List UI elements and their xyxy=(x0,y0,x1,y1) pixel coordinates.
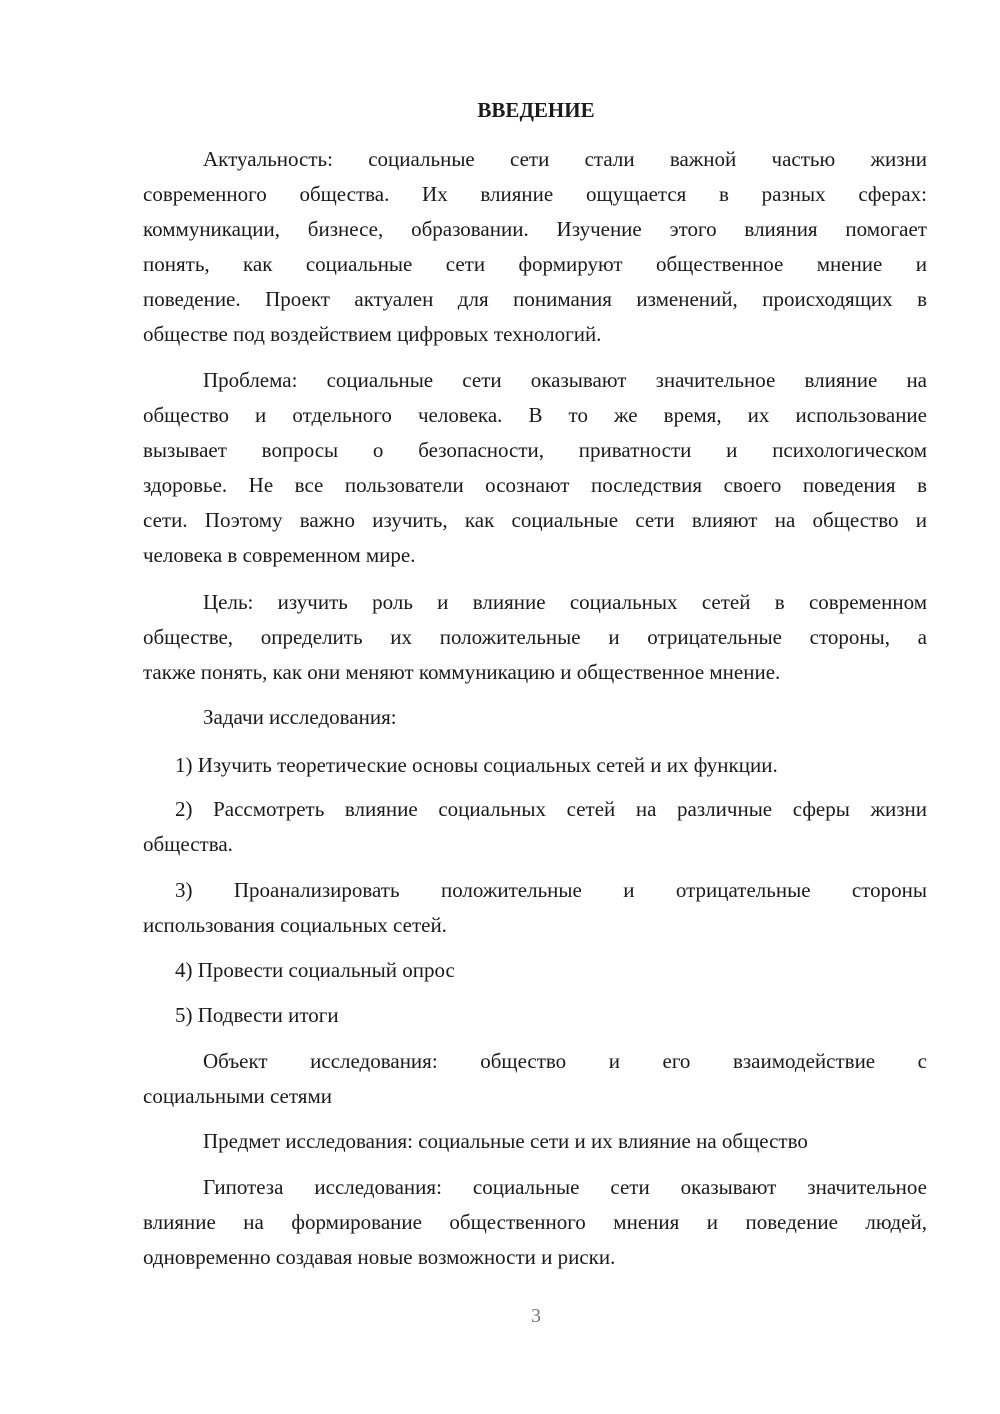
task-item-3 xyxy=(143,873,927,943)
text-line: обществе под воздействием цифровых технологий. xyxy=(143,322,602,346)
text-line: Цель: изучить роль и влияние социальных сетей в современном xyxy=(203,590,927,614)
text-line: 4) Провести социальный опрос xyxy=(175,958,455,982)
text-line: поведение. Проект актуален для понимания изменений, происходящих в xyxy=(143,287,927,311)
page-title: ВВЕДЕНИЕ xyxy=(477,98,595,122)
text-line: здоровье. Не все пользователи осознают последствия своего поведения в xyxy=(143,473,927,497)
text-line: вызывает вопросы о безопасности, приватности и психологическом xyxy=(143,438,927,462)
text-line: 5) Подвести итоги xyxy=(175,1003,339,1027)
task-item-2 xyxy=(143,792,927,862)
text-line: Задачи исследования: xyxy=(203,705,397,729)
text-line: 3) Проанализировать положительные и отрицательные стороны xyxy=(175,878,927,902)
text-line: социальными сетями xyxy=(143,1084,332,1108)
task-item-1 xyxy=(143,748,927,783)
text-line: Объект исследования: общество и его взаимодействие с xyxy=(203,1049,927,1073)
task-item-5 xyxy=(143,998,927,1033)
text-line: Актуальность: социальные сети стали важной частью жизни xyxy=(203,147,927,171)
paragraph-goal xyxy=(143,585,927,690)
text-line: 1) Изучить теоретические основы социальных сетей и их функции. xyxy=(175,753,778,777)
text-line: сети. Поэтому важно изучить, как социальные сети влияют на общество и xyxy=(143,508,927,532)
paragraph-problem xyxy=(143,363,927,573)
text-line: Проблема: социальные сети оказывают значительное влияние на xyxy=(203,368,927,392)
text-line: человека в современном мире. xyxy=(143,543,416,567)
page-number: 3 xyxy=(531,1305,541,1327)
tasks-heading xyxy=(143,700,927,735)
text-line: коммуникации, бизнесе, образовании. Изучение этого влияния помогает xyxy=(143,217,927,241)
text-line: 2) Рассмотреть влияние социальных сетей на различные сферы жизни xyxy=(175,797,927,821)
paragraph-relevance xyxy=(143,142,927,352)
paragraph-subject xyxy=(143,1124,927,1159)
text-line: Гипотеза исследования: социальные сети оказывают значительное xyxy=(203,1175,927,1199)
paragraph-object xyxy=(143,1044,927,1114)
text-line: одновременно создавая новые возможности и риски. xyxy=(143,1245,616,1269)
text-line: также понять, как они меняют коммуникацию и общественное мнение. xyxy=(143,660,781,684)
text-line: влияние на формирование общественного мнения и поведение людей, xyxy=(143,1210,927,1234)
text-line: Предмет исследования: социальные сети и их влияние на общество xyxy=(203,1129,808,1153)
text-line: общества. xyxy=(143,832,233,856)
paragraph-hypothesis xyxy=(143,1170,927,1275)
text-line: использования социальных сетей. xyxy=(143,913,447,937)
task-item-4 xyxy=(143,953,927,988)
text-line: обществе, определить их положительные и отрицательные стороны, а xyxy=(143,625,927,649)
text-line: понять, как социальные сети формируют общественное мнение и xyxy=(143,252,927,276)
text-line: общество и отдельного человека. В то же время, их использование xyxy=(143,403,927,427)
text-line: современного общества. Их влияние ощущается в разных сферах: xyxy=(143,182,927,206)
